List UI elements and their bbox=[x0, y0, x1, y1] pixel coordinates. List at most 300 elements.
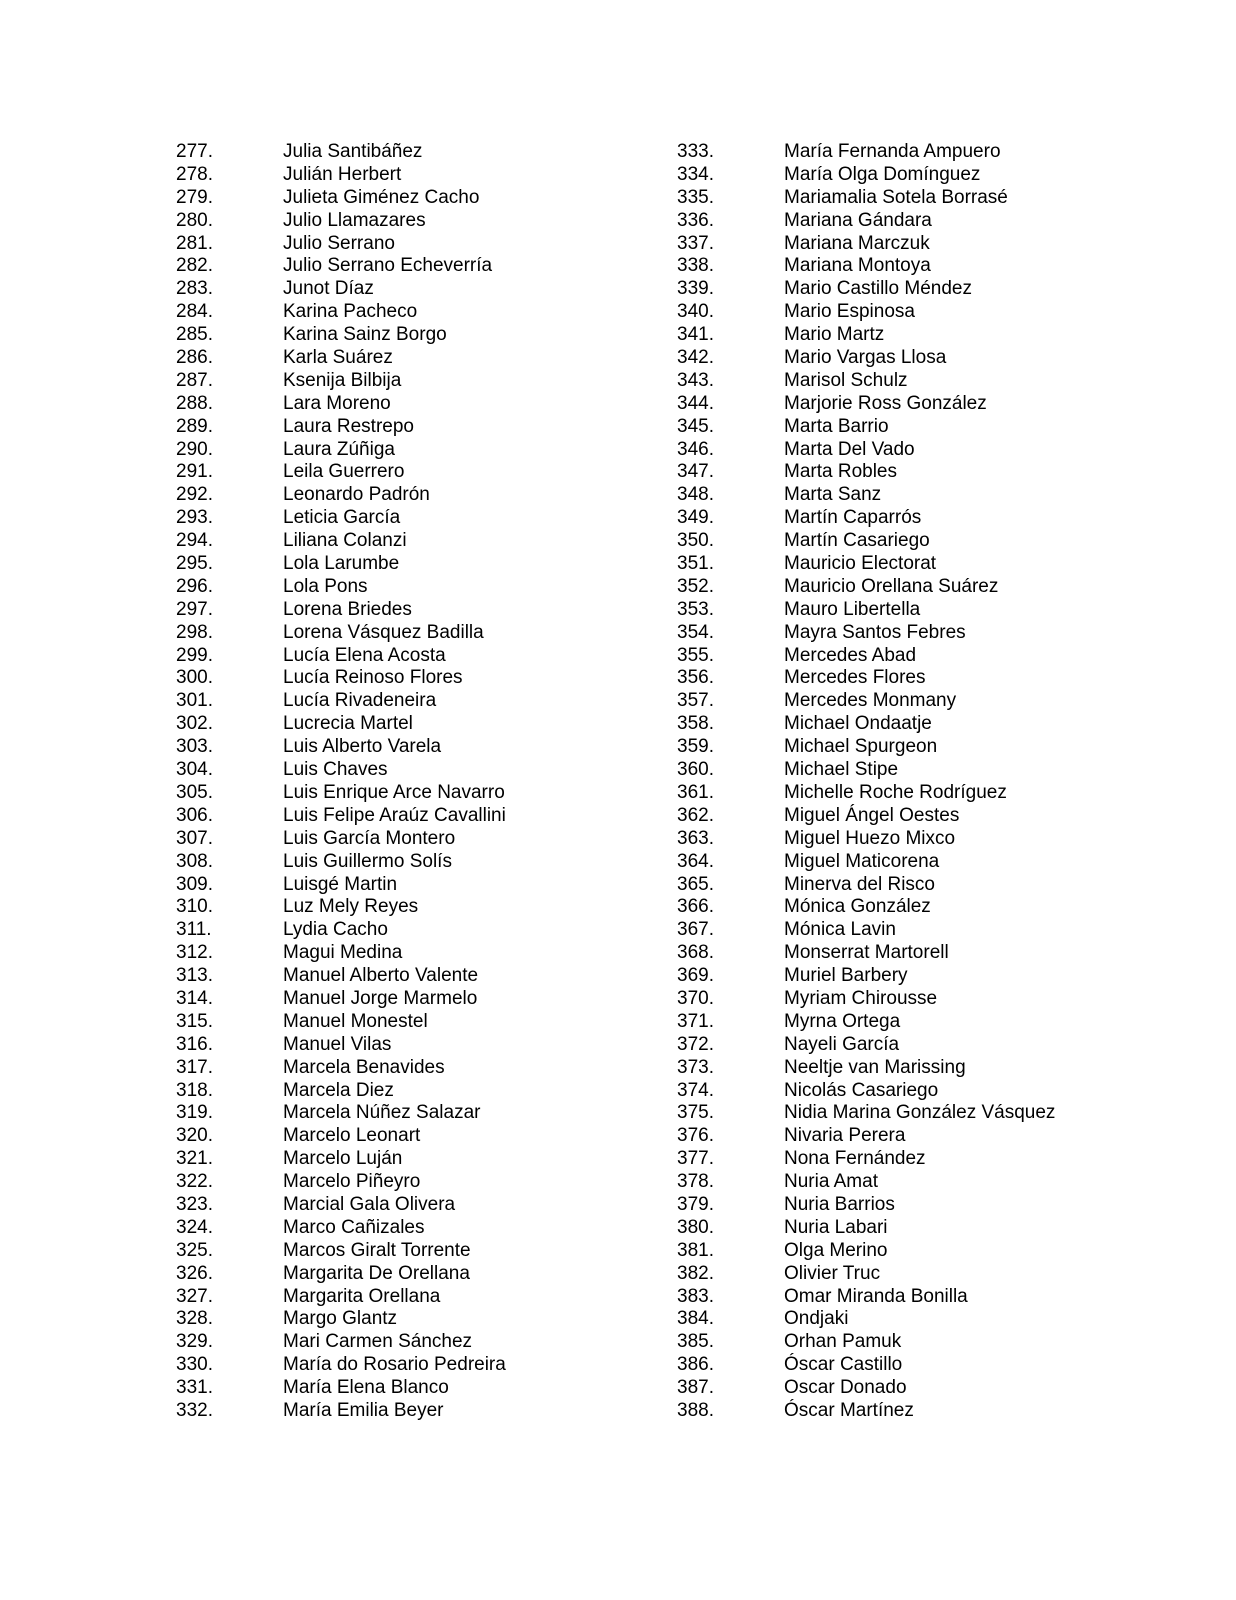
list-item bbox=[677, 942, 1236, 965]
item-name: Leila Guerrero bbox=[283, 461, 405, 483]
list-item bbox=[677, 278, 1236, 301]
item-name: Luisgé Martin bbox=[283, 873, 398, 895]
item-number: 340. bbox=[677, 301, 714, 323]
item-number: 292. bbox=[176, 484, 213, 506]
item-name: Marta Barrio bbox=[784, 415, 889, 437]
list-item bbox=[176, 141, 736, 164]
item-number: 313. bbox=[176, 965, 213, 987]
item-number: 331. bbox=[176, 1377, 213, 1399]
item-name: Olivier Truc bbox=[784, 1262, 881, 1284]
item-name: María Elena Blanco bbox=[283, 1377, 449, 1399]
list-item bbox=[176, 988, 736, 1011]
item-number: 312. bbox=[176, 942, 213, 964]
item-number: 310. bbox=[176, 896, 213, 918]
item-number: 290. bbox=[176, 438, 213, 460]
list-item bbox=[677, 1034, 1236, 1057]
list-item bbox=[176, 851, 736, 874]
item-name: Nuria Labari bbox=[784, 1216, 888, 1238]
item-number: 378. bbox=[677, 1171, 714, 1193]
item-name: Óscar Martínez bbox=[784, 1399, 914, 1421]
list-item bbox=[677, 1377, 1236, 1400]
item-name: Karina Pacheco bbox=[283, 301, 418, 323]
item-number: 317. bbox=[176, 1056, 213, 1078]
item-name: Marco Cañizales bbox=[283, 1216, 425, 1238]
list-item bbox=[176, 690, 736, 713]
list-item bbox=[176, 1102, 736, 1125]
list-item bbox=[677, 1217, 1236, 1240]
list-item bbox=[677, 1331, 1236, 1354]
item-name: Luis Enrique Arce Navarro bbox=[283, 781, 505, 803]
list-item bbox=[176, 782, 736, 805]
item-name: Marta Robles bbox=[784, 461, 897, 483]
list-item bbox=[176, 1011, 736, 1034]
item-name: Marjorie Ross González bbox=[784, 392, 987, 414]
item-name: Oscar Donado bbox=[784, 1377, 907, 1399]
list-item bbox=[176, 393, 736, 416]
item-number: 282. bbox=[176, 255, 213, 277]
item-number: 383. bbox=[677, 1285, 714, 1307]
list-item bbox=[677, 370, 1236, 393]
list-item bbox=[677, 667, 1236, 690]
item-name: Karina Sainz Borgo bbox=[283, 324, 447, 346]
list-item bbox=[176, 164, 736, 187]
item-number: 369. bbox=[677, 965, 714, 987]
item-number: 367. bbox=[677, 919, 714, 941]
item-name: Leticia García bbox=[283, 507, 401, 529]
item-number: 294. bbox=[176, 530, 213, 552]
list-item bbox=[176, 828, 736, 851]
item-number: 316. bbox=[176, 1033, 213, 1055]
item-name: Marta Del Vado bbox=[784, 438, 915, 460]
item-name: Manuel Alberto Valente bbox=[283, 965, 479, 987]
item-name: Manuel Monestel bbox=[283, 1010, 428, 1032]
item-number: 371. bbox=[677, 1010, 714, 1032]
item-name: Miguel Maticorena bbox=[784, 850, 940, 872]
item-number: 328. bbox=[176, 1308, 213, 1330]
item-name: María do Rosario Pedreira bbox=[283, 1354, 506, 1376]
list-item bbox=[176, 484, 736, 507]
item-number: 387. bbox=[677, 1377, 714, 1399]
item-number: 329. bbox=[176, 1331, 213, 1353]
list-item bbox=[677, 1400, 1236, 1423]
item-name: Margarita Orellana bbox=[283, 1285, 441, 1307]
item-name: Mariana Marczuk bbox=[784, 232, 930, 254]
item-number: 335. bbox=[677, 186, 714, 208]
item-number: 342. bbox=[677, 347, 714, 369]
list-item bbox=[176, 530, 736, 553]
item-name: Miguel Huezo Mixco bbox=[784, 827, 956, 849]
item-name: Martín Caparrós bbox=[784, 507, 922, 529]
item-number: 306. bbox=[176, 804, 213, 826]
item-number: 286. bbox=[176, 347, 213, 369]
item-number: 341. bbox=[677, 324, 714, 346]
list-item bbox=[176, 507, 736, 530]
list-item bbox=[176, 713, 736, 736]
item-number: 336. bbox=[677, 209, 714, 231]
item-number: 356. bbox=[677, 667, 714, 689]
item-name: Leonardo Padrón bbox=[283, 484, 430, 506]
item-name: Nicolás Casariego bbox=[784, 1079, 939, 1101]
item-number: 338. bbox=[677, 255, 714, 277]
list-item bbox=[677, 187, 1236, 210]
item-number: 344. bbox=[677, 392, 714, 414]
item-name: Monserrat Martorell bbox=[784, 942, 949, 964]
list-item bbox=[677, 576, 1236, 599]
item-name: Luis Chaves bbox=[283, 759, 388, 781]
item-number: 289. bbox=[176, 415, 213, 437]
item-name: Mónica Lavin bbox=[784, 919, 896, 941]
item-number: 375. bbox=[677, 1102, 714, 1124]
item-name: Marcelo Piñeyro bbox=[283, 1171, 421, 1193]
item-name: Julián Herbert bbox=[283, 163, 402, 185]
list-item bbox=[677, 416, 1236, 439]
list-item bbox=[677, 645, 1236, 668]
list-item bbox=[677, 553, 1236, 576]
item-number: 288. bbox=[176, 392, 213, 414]
item-name: Magui Medina bbox=[283, 942, 403, 964]
item-number: 384. bbox=[677, 1308, 714, 1330]
item-name: Mercedes Monmany bbox=[784, 690, 957, 712]
item-number: 345. bbox=[677, 415, 714, 437]
item-name: Neeltje van Marissing bbox=[784, 1056, 966, 1078]
item-name: Michael Ondaatje bbox=[784, 713, 932, 735]
item-number: 334. bbox=[677, 163, 714, 185]
list-item bbox=[677, 622, 1236, 645]
item-name: Nivaria Perera bbox=[784, 1125, 906, 1147]
item-number: 363. bbox=[677, 827, 714, 849]
item-number: 285. bbox=[176, 324, 213, 346]
item-number: 358. bbox=[677, 713, 714, 735]
item-name: Junot Díaz bbox=[283, 278, 374, 300]
item-name: Marta Sanz bbox=[784, 484, 882, 506]
item-name: Margarita De Orellana bbox=[283, 1262, 470, 1284]
item-name: Julio Llamazares bbox=[283, 209, 426, 231]
item-number: 327. bbox=[176, 1285, 213, 1307]
item-number: 381. bbox=[677, 1239, 714, 1261]
item-number: 350. bbox=[677, 530, 714, 552]
item-number: 349. bbox=[677, 507, 714, 529]
item-number: 291. bbox=[176, 461, 213, 483]
item-name: Myriam Chirousse bbox=[784, 987, 938, 1009]
item-number: 315. bbox=[176, 1010, 213, 1032]
item-name: Michelle Roche Rodríguez bbox=[784, 781, 1007, 803]
list-item bbox=[176, 1240, 736, 1263]
list-item bbox=[677, 393, 1236, 416]
item-name: Julieta Giménez Cacho bbox=[283, 186, 480, 208]
list-item bbox=[176, 1354, 736, 1377]
item-number: 380. bbox=[677, 1216, 714, 1238]
list-item bbox=[176, 1400, 736, 1423]
item-name: Mariana Gándara bbox=[784, 209, 932, 231]
item-name: Mauro Libertella bbox=[784, 598, 921, 620]
item-number: 305. bbox=[176, 781, 213, 803]
item-number: 373. bbox=[677, 1056, 714, 1078]
item-number: 297. bbox=[176, 598, 213, 620]
list-item bbox=[176, 576, 736, 599]
item-name: Mari Carmen Sánchez bbox=[283, 1331, 473, 1353]
item-name: Marcial Gala Olivera bbox=[283, 1193, 456, 1215]
item-name: Lorena Briedes bbox=[283, 598, 412, 620]
list-item bbox=[677, 530, 1236, 553]
list-item bbox=[176, 187, 736, 210]
list-item bbox=[677, 439, 1236, 462]
list-item bbox=[677, 1286, 1236, 1309]
list-item bbox=[176, 210, 736, 233]
list-item bbox=[176, 324, 736, 347]
item-number: 374. bbox=[677, 1079, 714, 1101]
item-name: Marcelo Luján bbox=[283, 1148, 403, 1170]
list-item bbox=[176, 416, 736, 439]
item-number: 280. bbox=[176, 209, 213, 231]
item-name: Michael Spurgeon bbox=[784, 736, 938, 758]
item-name: Nuria Amat bbox=[784, 1171, 878, 1193]
list-item bbox=[677, 507, 1236, 530]
item-number: 303. bbox=[176, 736, 213, 758]
list-item bbox=[176, 645, 736, 668]
list-item bbox=[677, 599, 1236, 622]
list-item bbox=[677, 874, 1236, 897]
item-number: 308. bbox=[176, 850, 213, 872]
item-number: 372. bbox=[677, 1033, 714, 1055]
item-number: 332. bbox=[176, 1399, 213, 1421]
item-number: 364. bbox=[677, 850, 714, 872]
list-item bbox=[176, 278, 736, 301]
item-name: Luis Guillermo Solís bbox=[283, 850, 452, 872]
item-name: Marcela Núñez Salazar bbox=[283, 1102, 481, 1124]
item-name: Lucía Rivadeneira bbox=[283, 690, 437, 712]
list-item bbox=[176, 874, 736, 897]
item-name: Minerva del Risco bbox=[784, 873, 935, 895]
list-item bbox=[677, 896, 1236, 919]
item-number: 343. bbox=[677, 369, 714, 391]
item-number: 354. bbox=[677, 621, 714, 643]
item-number: 324. bbox=[176, 1216, 213, 1238]
item-number: 347. bbox=[677, 461, 714, 483]
item-number: 293. bbox=[176, 507, 213, 529]
list-item bbox=[176, 439, 736, 462]
item-number: 333. bbox=[677, 141, 714, 162]
item-name: Ondjaki bbox=[784, 1308, 849, 1330]
item-name: Omar Miranda Bonilla bbox=[784, 1285, 968, 1307]
item-name: Myrna Ortega bbox=[784, 1010, 901, 1032]
item-name: Marcela Diez bbox=[283, 1079, 394, 1101]
item-number: 309. bbox=[176, 873, 213, 895]
item-name: Mercedes Abad bbox=[784, 644, 917, 666]
list-item bbox=[176, 233, 736, 256]
item-number: 279. bbox=[176, 186, 213, 208]
list-item bbox=[677, 1240, 1236, 1263]
item-name: Olga Merino bbox=[784, 1239, 888, 1261]
item-number: 362. bbox=[677, 804, 714, 826]
list-item bbox=[677, 1057, 1236, 1080]
item-name: Lara Moreno bbox=[283, 392, 391, 414]
list-item bbox=[677, 782, 1236, 805]
item-number: 278. bbox=[176, 163, 213, 185]
item-number: 277. bbox=[176, 141, 213, 162]
list-item bbox=[176, 1217, 736, 1240]
list-item bbox=[677, 919, 1236, 942]
item-name: Marcos Giralt Torrente bbox=[283, 1239, 471, 1261]
list-item bbox=[677, 255, 1236, 278]
item-number: 339. bbox=[677, 278, 714, 300]
list-item bbox=[176, 736, 736, 759]
list-item bbox=[677, 1354, 1236, 1377]
item-name: María Olga Domínguez bbox=[784, 163, 981, 185]
item-name: Margo Glantz bbox=[283, 1308, 398, 1330]
item-name: Nidia Marina González Vásquez bbox=[784, 1102, 1056, 1124]
item-number: 311. bbox=[176, 919, 212, 941]
item-name: Ksenija Bilbija bbox=[283, 369, 402, 391]
list-item bbox=[677, 164, 1236, 187]
list-item bbox=[677, 484, 1236, 507]
item-number: 382. bbox=[677, 1262, 714, 1284]
list-item bbox=[677, 461, 1236, 484]
item-name: Luis Felipe Araúz Cavallini bbox=[283, 804, 506, 826]
item-name: Lorena Vásquez Badilla bbox=[283, 621, 484, 643]
list-item bbox=[176, 553, 736, 576]
list-item bbox=[176, 1308, 736, 1331]
list-item bbox=[176, 759, 736, 782]
item-name: Lola Pons bbox=[283, 575, 368, 597]
item-name: Mario Martz bbox=[784, 324, 885, 346]
item-number: 287. bbox=[176, 369, 213, 391]
list-item bbox=[176, 1148, 736, 1171]
list-item bbox=[176, 1331, 736, 1354]
list-item bbox=[176, 1286, 736, 1309]
item-name: Mauricio Orellana Suárez bbox=[784, 575, 999, 597]
list-item bbox=[677, 828, 1236, 851]
list-item bbox=[176, 965, 736, 988]
item-name: Marcela Benavides bbox=[283, 1056, 445, 1078]
item-name: Mariana Montoya bbox=[784, 255, 931, 277]
item-name: Julio Serrano Echeverría bbox=[283, 255, 493, 277]
item-name: Mayra Santos Febres bbox=[784, 621, 966, 643]
item-number: 304. bbox=[176, 759, 213, 781]
item-name: Martín Casariego bbox=[784, 530, 930, 552]
list-item bbox=[677, 1194, 1236, 1217]
item-number: 377. bbox=[677, 1148, 714, 1170]
item-name: Laura Zúñiga bbox=[283, 438, 395, 460]
list-item bbox=[677, 141, 1236, 164]
list-item bbox=[677, 1011, 1236, 1034]
item-name: Mauricio Electorat bbox=[784, 553, 937, 575]
item-name: Nona Fernández bbox=[784, 1148, 926, 1170]
list-item bbox=[677, 1080, 1236, 1103]
item-number: 357. bbox=[677, 690, 714, 712]
item-name: Manuel Vilas bbox=[283, 1033, 392, 1055]
list-item bbox=[677, 1148, 1236, 1171]
item-number: 365. bbox=[677, 873, 714, 895]
item-number: 321. bbox=[176, 1148, 213, 1170]
item-name: Luis García Montero bbox=[283, 827, 456, 849]
item-name: Lucrecia Martel bbox=[283, 713, 413, 735]
list-item bbox=[176, 622, 736, 645]
item-number: 346. bbox=[677, 438, 714, 460]
list-item bbox=[677, 759, 1236, 782]
list-item bbox=[176, 896, 736, 919]
item-number: 353. bbox=[677, 598, 714, 620]
item-number: 299. bbox=[176, 644, 213, 666]
list-item bbox=[176, 461, 736, 484]
item-number: 388. bbox=[677, 1399, 714, 1421]
item-name: Laura Restrepo bbox=[283, 415, 414, 437]
item-name: Karla Suárez bbox=[283, 347, 393, 369]
item-number: 368. bbox=[677, 942, 714, 964]
item-number: 322. bbox=[176, 1171, 213, 1193]
item-name: Mario Vargas Llosa bbox=[784, 347, 947, 369]
item-name: Luz Mely Reyes bbox=[283, 896, 419, 918]
item-number: 301. bbox=[176, 690, 213, 712]
list-item bbox=[176, 370, 736, 393]
item-name: Liliana Colanzi bbox=[283, 530, 407, 552]
item-number: 320. bbox=[176, 1125, 213, 1147]
list-item bbox=[176, 805, 736, 828]
list-item bbox=[176, 919, 736, 942]
list-item bbox=[677, 988, 1236, 1011]
item-number: 302. bbox=[176, 713, 213, 735]
list-item bbox=[677, 805, 1236, 828]
list-item bbox=[677, 1102, 1236, 1125]
item-name: Orhan Pamuk bbox=[784, 1331, 902, 1353]
item-number: 298. bbox=[176, 621, 213, 643]
item-number: 296. bbox=[176, 575, 213, 597]
item-number: 323. bbox=[176, 1193, 213, 1215]
item-number: 314. bbox=[176, 987, 213, 1009]
item-name: María Emilia Beyer bbox=[283, 1399, 444, 1421]
list-item bbox=[677, 690, 1236, 713]
item-number: 370. bbox=[677, 987, 714, 1009]
item-name: Nayeli García bbox=[784, 1033, 900, 1055]
item-name: Luis Alberto Varela bbox=[283, 736, 442, 758]
item-number: 361. bbox=[677, 781, 714, 803]
list-item bbox=[176, 1080, 736, 1103]
item-number: 318. bbox=[176, 1079, 213, 1101]
item-name: Mercedes Flores bbox=[784, 667, 926, 689]
list-item bbox=[176, 942, 736, 965]
item-number: 330. bbox=[176, 1354, 213, 1376]
list-item bbox=[677, 713, 1236, 736]
list-item bbox=[677, 210, 1236, 233]
item-number: 295. bbox=[176, 553, 213, 575]
item-number: 359. bbox=[677, 736, 714, 758]
list-item bbox=[176, 1194, 736, 1217]
list-item bbox=[176, 1377, 736, 1400]
item-number: 376. bbox=[677, 1125, 714, 1147]
item-name: Marcelo Leonart bbox=[283, 1125, 421, 1147]
list-item bbox=[176, 1263, 736, 1286]
item-number: 283. bbox=[176, 278, 213, 300]
list-item bbox=[677, 1125, 1236, 1148]
item-number: 348. bbox=[677, 484, 714, 506]
item-number: 319. bbox=[176, 1102, 213, 1124]
item-name: Lucía Elena Acosta bbox=[283, 644, 446, 666]
item-name: Nuria Barrios bbox=[784, 1193, 895, 1215]
item-name: Julio Serrano bbox=[283, 232, 395, 254]
item-number: 325. bbox=[176, 1239, 213, 1261]
item-number: 352. bbox=[677, 575, 714, 597]
list-item bbox=[176, 1057, 736, 1080]
item-number: 355. bbox=[677, 644, 714, 666]
list-item bbox=[176, 1125, 736, 1148]
name-list-left bbox=[176, 141, 736, 1423]
item-name: Lucía Reinoso Flores bbox=[283, 667, 463, 689]
item-number: 385. bbox=[677, 1331, 714, 1353]
list-item bbox=[677, 233, 1236, 256]
item-number: 366. bbox=[677, 896, 714, 918]
item-name: Mariamalia Sotela Borrasé bbox=[784, 186, 1008, 208]
item-name: Mario Castillo Méndez bbox=[784, 278, 972, 300]
list-item bbox=[176, 1034, 736, 1057]
